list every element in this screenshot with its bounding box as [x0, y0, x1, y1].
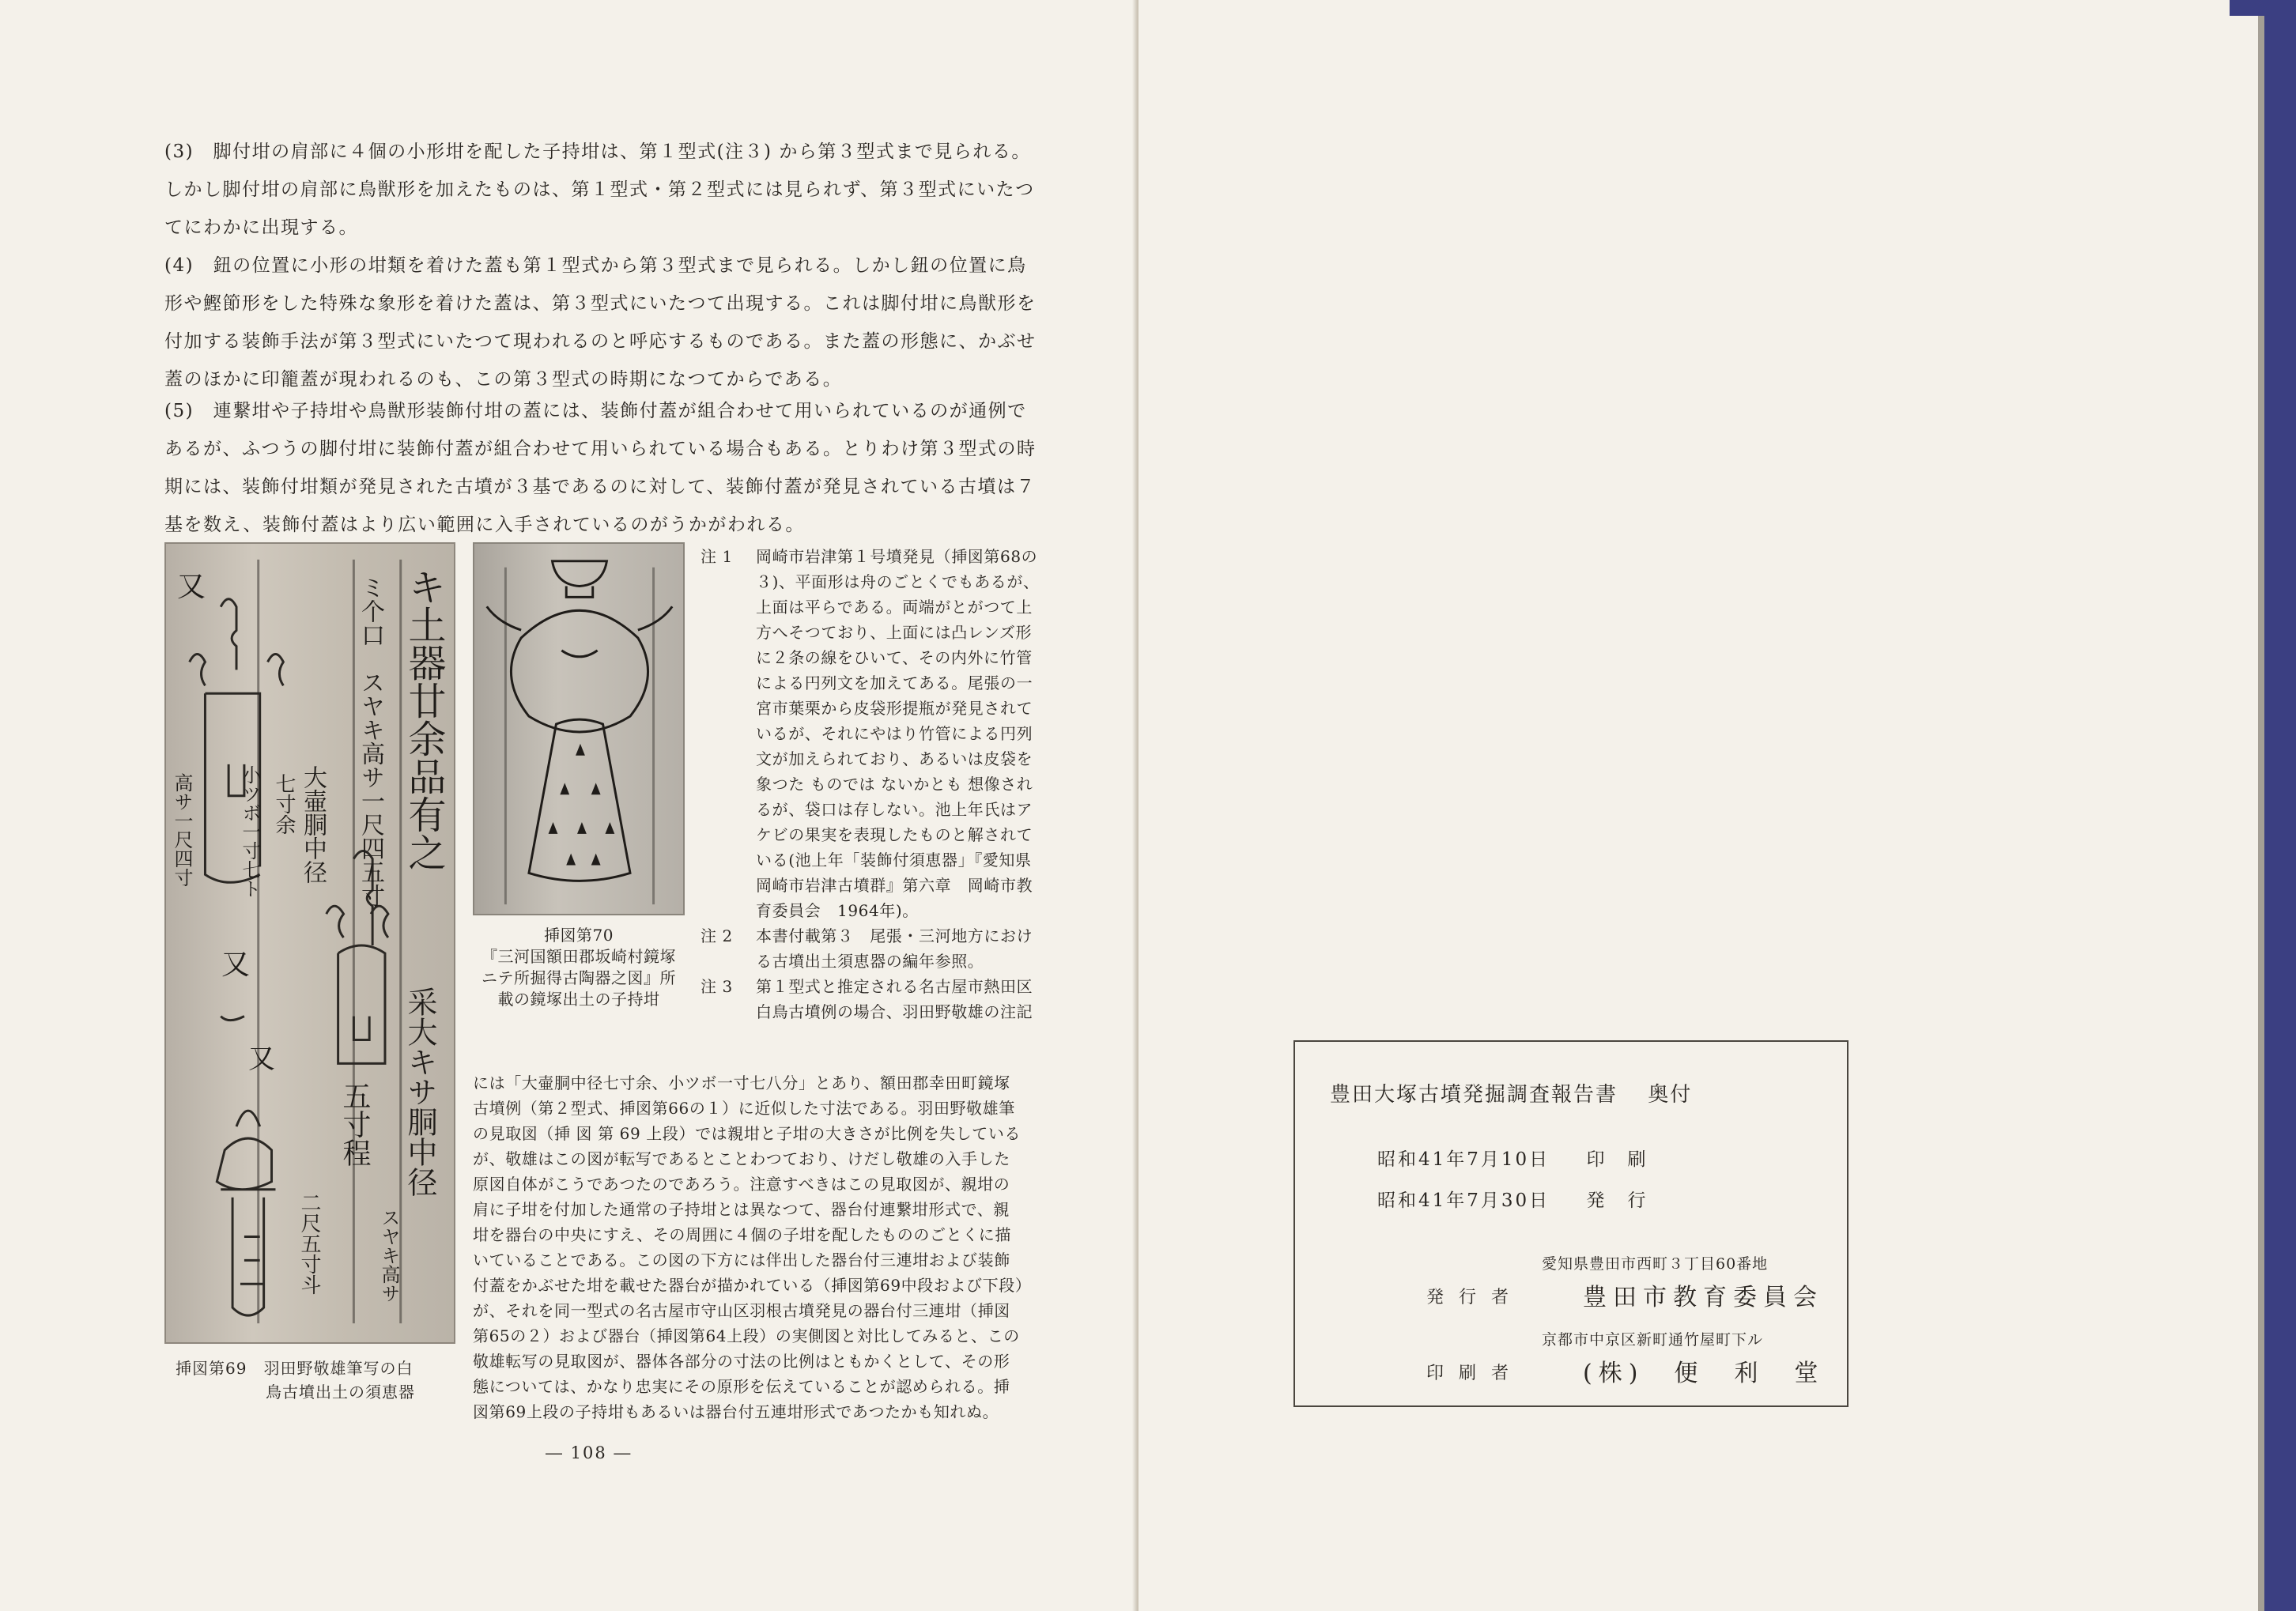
figure-70-sketch [473, 542, 685, 915]
sketch-inscription: 高サ一尺四寸 [171, 773, 193, 887]
footnote-line: による円列文を加えてある。尾張の一 [756, 673, 1033, 692]
footnote-line: には「大壷胴中径七寸余、小ツボ一寸七八分」とあり、額田郡幸田町鏡塚 [473, 1073, 1010, 1092]
sketch-inscription: 又 [248, 1043, 275, 1075]
footnote-line: 育委員会 1964年)。 [756, 901, 919, 920]
printer-role: 印 刷 者 [1426, 1364, 1513, 1383]
publish-date: 昭和41年7月30日 [1377, 1190, 1550, 1211]
paragraph-5 [164, 392, 1058, 544]
footnote-line: の見取図（挿 図 第 69 上段）では親坩と子坩の大きさが比例を失している [473, 1124, 1021, 1143]
printer-address: 京都市中京区新町通竹屋町下ル [1542, 1331, 1764, 1349]
figure-70-caption-line: 『三河国額田郡坂崎村鏡塚 [481, 947, 676, 966]
figure-70-caption [474, 925, 683, 1010]
footnote-label: 注 2 [701, 926, 733, 945]
colophon-box [1293, 1040, 1849, 1407]
paragraph-3 [164, 133, 1058, 247]
sketch-inscription: ミ个口 スヤキ高サ一尺四五寸 [357, 575, 384, 907]
print-date: 昭和41年7月10日 [1377, 1149, 1550, 1170]
book-cover-edge [2264, 0, 2296, 1611]
page-number: ― 108 ― [546, 1443, 633, 1462]
sketch-inscription: 采大キサ胴中径 [402, 987, 437, 1197]
footnote-line: 態については、かなり忠実にその原形を伝えていることが認められる。挿 [473, 1377, 1010, 1396]
figure-70-caption-line: ニテ所掘得古陶器之図』所 [481, 968, 676, 987]
footnotes [701, 544, 1056, 1024]
sketch-inscription: 又 [221, 949, 251, 981]
sketch-inscription: 五寸程 [338, 1081, 371, 1167]
figure-69-caption-line: 鳥古墳出土の須恵器 [266, 1383, 415, 1402]
footnote-line: 付蓋をかぶせた坩を載せた器台が描かれている（挿図第69中段および下段） [473, 1276, 1032, 1295]
text-line: 期には、装飾付坩類が発見された古墳が３基であるのに対して、装飾付蓋が発見されている古墳は７ [164, 477, 1037, 497]
sketch-inscription: 大壷胴中径 [299, 765, 327, 884]
footnote-line: 坩を器台の中央にすえ、その周囲に４個の子坩を配したもののごとくに描 [473, 1225, 1011, 1244]
sketch-inscription: スヤキ高サ [378, 1208, 400, 1303]
sketch-inscription: キ土器廿余品有之 [402, 568, 446, 871]
left-page [0, 0, 1135, 1611]
text-line: (3) 脚付坩の肩部に４個の小形坩を配した子持坩は、第１型式(注３) から第３型式まで見られる。 [164, 141, 1031, 162]
text-line: 蓋のほかに印籠蓋が現われるのも、この第３型式の時期になつてからである。 [164, 369, 843, 390]
footnote-line: 岡崎市岩津第１号墳発見（挿図第68の [756, 547, 1038, 566]
text-line: あるが、ふつうの脚付坩に装飾付蓋が組合わせて用いられている場合もある。とりわけ第３型式の時 [164, 439, 1037, 459]
footnote-line: 象つた ものでは ないかとも 想像され [756, 775, 1033, 794]
print-date-row [1377, 1145, 1648, 1171]
footnote-line: 敬雄転写の見取図が、器体各部分の寸法の比例はともかくとして、その形 [473, 1352, 1010, 1371]
footnote-line: 方へそつており、上面には凸レンズ形 [756, 623, 1033, 642]
footnote-line: 図第69上段の子持坩もあるいは器台付五連坩形式であつたかも知れぬ。 [473, 1402, 999, 1421]
footnote-line: 本書付載第３ 尾張・三河地方におけ [756, 926, 1033, 945]
footnote-2 [701, 923, 1056, 974]
page-edge [2258, 0, 2264, 1611]
footnote-line: 白鳥古墳例の場合、羽田野敬雄の注記 [756, 1002, 1033, 1021]
sketch-inscription: 七寸余 [272, 773, 296, 835]
footnote-label: 注 3 [701, 977, 733, 996]
publisher-role: 発 行 者 [1426, 1288, 1513, 1307]
footnote-1 [701, 544, 1056, 923]
footnote-line: 上面は平らである。両端がとがつて上 [756, 598, 1033, 617]
footnote-line: が、それを同一型式の名古屋市守山区羽根古墳発見の器台付三連坩（挿図 [473, 1301, 1010, 1320]
sketch-inscription: 二尺五寸斗 [297, 1192, 321, 1295]
footnote-line: いていることである。この図の下方には伴出した器台付三連坩および装飾 [473, 1251, 1010, 1270]
footnote-line: 第１型式と推定される名古屋市熱田区 [756, 977, 1033, 996]
text-line: てにわかに出現する。 [164, 217, 358, 238]
footnote-line: 第65の２）および器台（挿図第64上段）の実側図と対比してみると、この [473, 1326, 1020, 1345]
footnote-line: 古墳例（第２型式、挿図第66の１）に近似した寸法である。羽田野敬雄筆 [473, 1099, 1015, 1118]
paragraph-4 [164, 247, 1058, 398]
text-line: (5) 連繋坩や子持坩や鳥獣形装飾付坩の蓋には、装飾付蓋が組合わせて用いられているのが通例で [164, 401, 1027, 421]
footnote-line: 文が加えられており、あるいは皮袋を [756, 749, 1033, 768]
sketch-inscription: 又 [177, 571, 206, 603]
footnote-line: るが、袋口は存しない。池上年氏はア [756, 800, 1033, 819]
publisher-address: 愛知県豊田市西町３丁目60番地 [1542, 1255, 1769, 1273]
figure-69-sketch [164, 542, 455, 1344]
footnote-line: 岡崎市岩津古墳群』第六章 岡崎市教 [756, 876, 1033, 895]
colophon-label: 奥付 [1648, 1083, 1693, 1107]
text-line: 基を数え、装飾付蓋はより広い範囲に入手されているのがうかがわれる。 [164, 515, 805, 535]
footnote-3 [701, 974, 1056, 1024]
text-line: (4) 鈕の位置に小形の坩類を着けた蓋も第１型式から第３型式まで見られる。しかし鈕の位置に鳥 [164, 255, 1027, 276]
footnote-line: 原図自体がこうであつたのであろう。注意すべきはこの見取図が、親坩の [473, 1175, 1010, 1194]
footnote-line: いるが、それにやはり竹管による円列 [756, 724, 1033, 743]
printer-name: (株) 便 利 堂 [1583, 1360, 1825, 1387]
text-line: 付加する装飾手法が第３型式にいたつて現われるのと呼応するものである。また蓋の形態に、かぶせ [164, 331, 1037, 352]
footnote-line: 肩に子坩を付加した通常の子持坩とは異なつて、器台付連繋坩形式で、親 [473, 1200, 1010, 1219]
text-line: しかし脚付坩の肩部に鳥獣形を加えたものは、第１型式・第２型式には見られず、第３型式にいたつ [164, 179, 1035, 200]
figure-69-caption-line: 挿図第69 羽田野敬雄筆写の白 [176, 1359, 414, 1378]
publish-date-row [1377, 1186, 1648, 1212]
footnote-label: 注 1 [701, 547, 733, 566]
publisher-name: 豊田市教育委員会 [1583, 1284, 1823, 1311]
sketch-inscription: 小ツボ一寸七ト [239, 765, 261, 898]
figure-70-drawing [474, 544, 683, 914]
footnote-line: に２条の線をひいて、その内外に竹管 [756, 648, 1033, 667]
figure-70-caption-title: 挿図第70 [544, 926, 614, 945]
figure-69-caption [176, 1356, 452, 1404]
figure-70-caption-line: 載の鏡塚出土の子持坩 [497, 990, 660, 1009]
footnote-line: ケビの果実を表現したものと解されて [756, 825, 1033, 844]
publish-label: 発 行 [1586, 1190, 1648, 1211]
footnote-line: が、敬雄はこの図が転写であるとことわつており、けだし敬雄の入手した [473, 1149, 1010, 1168]
book-cover-top [2230, 0, 2296, 16]
text-line: 形や鰹節形をした特殊な象形を着けた蓋は、第３型式にいたつて出現する。これは脚付坩に鳥獣形を [164, 293, 1037, 314]
footnote-3-continued [473, 1070, 1058, 1424]
report-title: 豊田大塚古墳発掘調査報告書 [1330, 1083, 1618, 1107]
footnote-line: る古墳出土須恵器の編年参照。 [756, 952, 984, 971]
print-label: 印 刷 [1586, 1149, 1648, 1170]
footnote-line: いる(池上年「装飾付須恵器」『愛知県 [756, 851, 1032, 870]
footnote-line: ３)、平面形は舟のごとくでもあるが、 [756, 572, 1040, 591]
footnote-line: 宮市葉栗から皮袋形提瓶が発見されて [756, 699, 1033, 718]
colophon-title [1330, 1078, 1692, 1107]
